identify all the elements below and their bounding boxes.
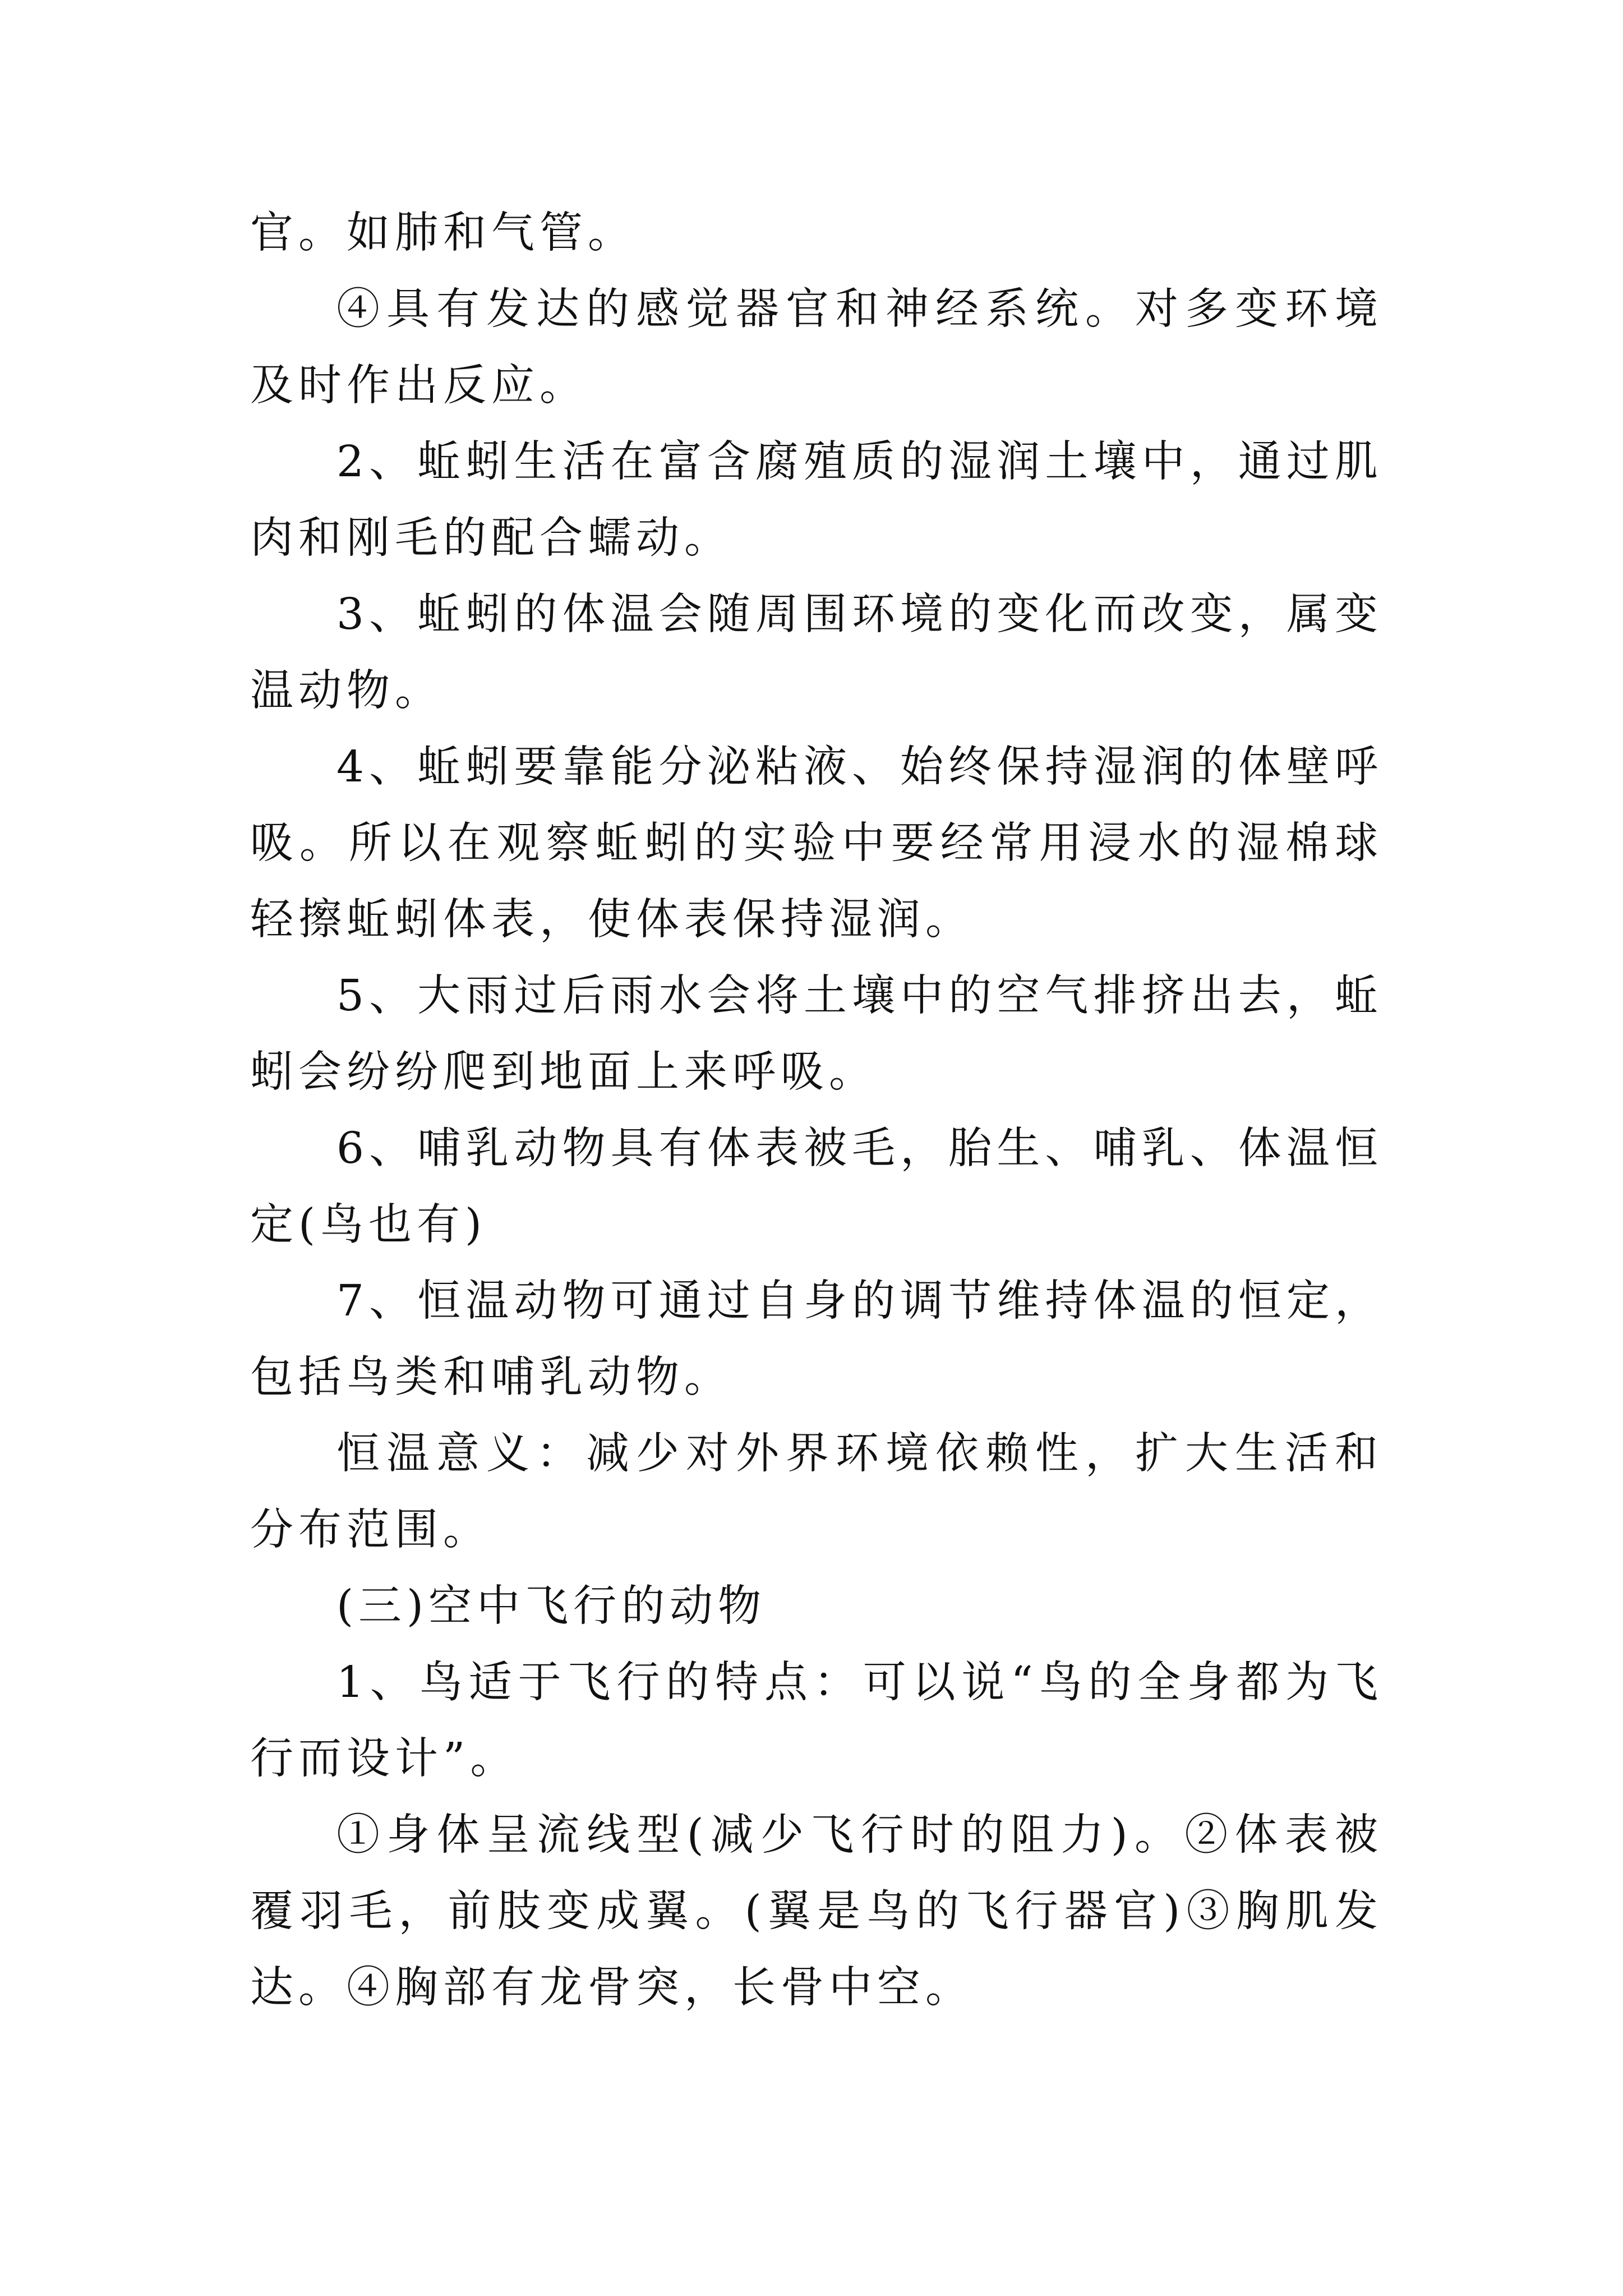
paragraph-warm-blooded: 7、恒温动物可通过自身的调节维持体温的恒定，包括鸟类和哺乳动物。 xyxy=(250,1276,1383,1402)
paragraph-earthworm-temperature: 3、蚯蚓的体温会随周围环境的变化而改变，属变温动物。 xyxy=(250,590,1383,716)
document-body xyxy=(250,195,1383,2026)
paragraph-bird-features-list: ①身体呈流线型(减少飞行时的阻力)。②体表被覆羽毛，前肢变成翼。(翼是鸟的飞行器官)③胸肌发达。④胸部有龙骨突，长骨中空。 xyxy=(250,1810,1383,2013)
paragraph-warm-blooded-meaning: 恒温意义：减少对外界环境依赖性，扩大生活和分布范围。 xyxy=(250,1429,1383,1555)
paragraph-continuation: 官。如肺和气管。 xyxy=(250,208,636,258)
paragraph-sense-organs: ④具有发达的感觉器官和神经系统。对多变环境及时作出反应。 xyxy=(250,284,1383,411)
paragraph-earthworm-respiration: 4、蚯蚓要靠能分泌粘液、始终保持湿润的体壁呼吸。所以在观察蚯蚓的实验中要经常用浸水的湿棉球轻擦蚯蚓体表，使体表保持湿润。 xyxy=(250,742,1383,945)
paragraph-earthworm-habitat: 2、蚯蚓生活在富含腐殖质的湿润土壤中，通过肌肉和刚毛的配合蠕动。 xyxy=(250,437,1383,563)
section-heading-flying-animals: (三)空中飞行的动物 xyxy=(336,1581,767,1631)
paragraph-after-rain: 5、大雨过后雨水会将土壤中的空气排挤出去，蚯蚓会纷纷爬到地面上来呼吸。 xyxy=(250,971,1383,1097)
paragraph-bird-flight-features: 1、鸟适于飞行的特点：可以说“鸟的全身都为飞行而设计”。 xyxy=(250,1658,1383,1784)
paragraph-mammals: 6、哺乳动物具有体表被毛，胎生、哺乳、体温恒定(鸟也有) xyxy=(250,1124,1383,1250)
